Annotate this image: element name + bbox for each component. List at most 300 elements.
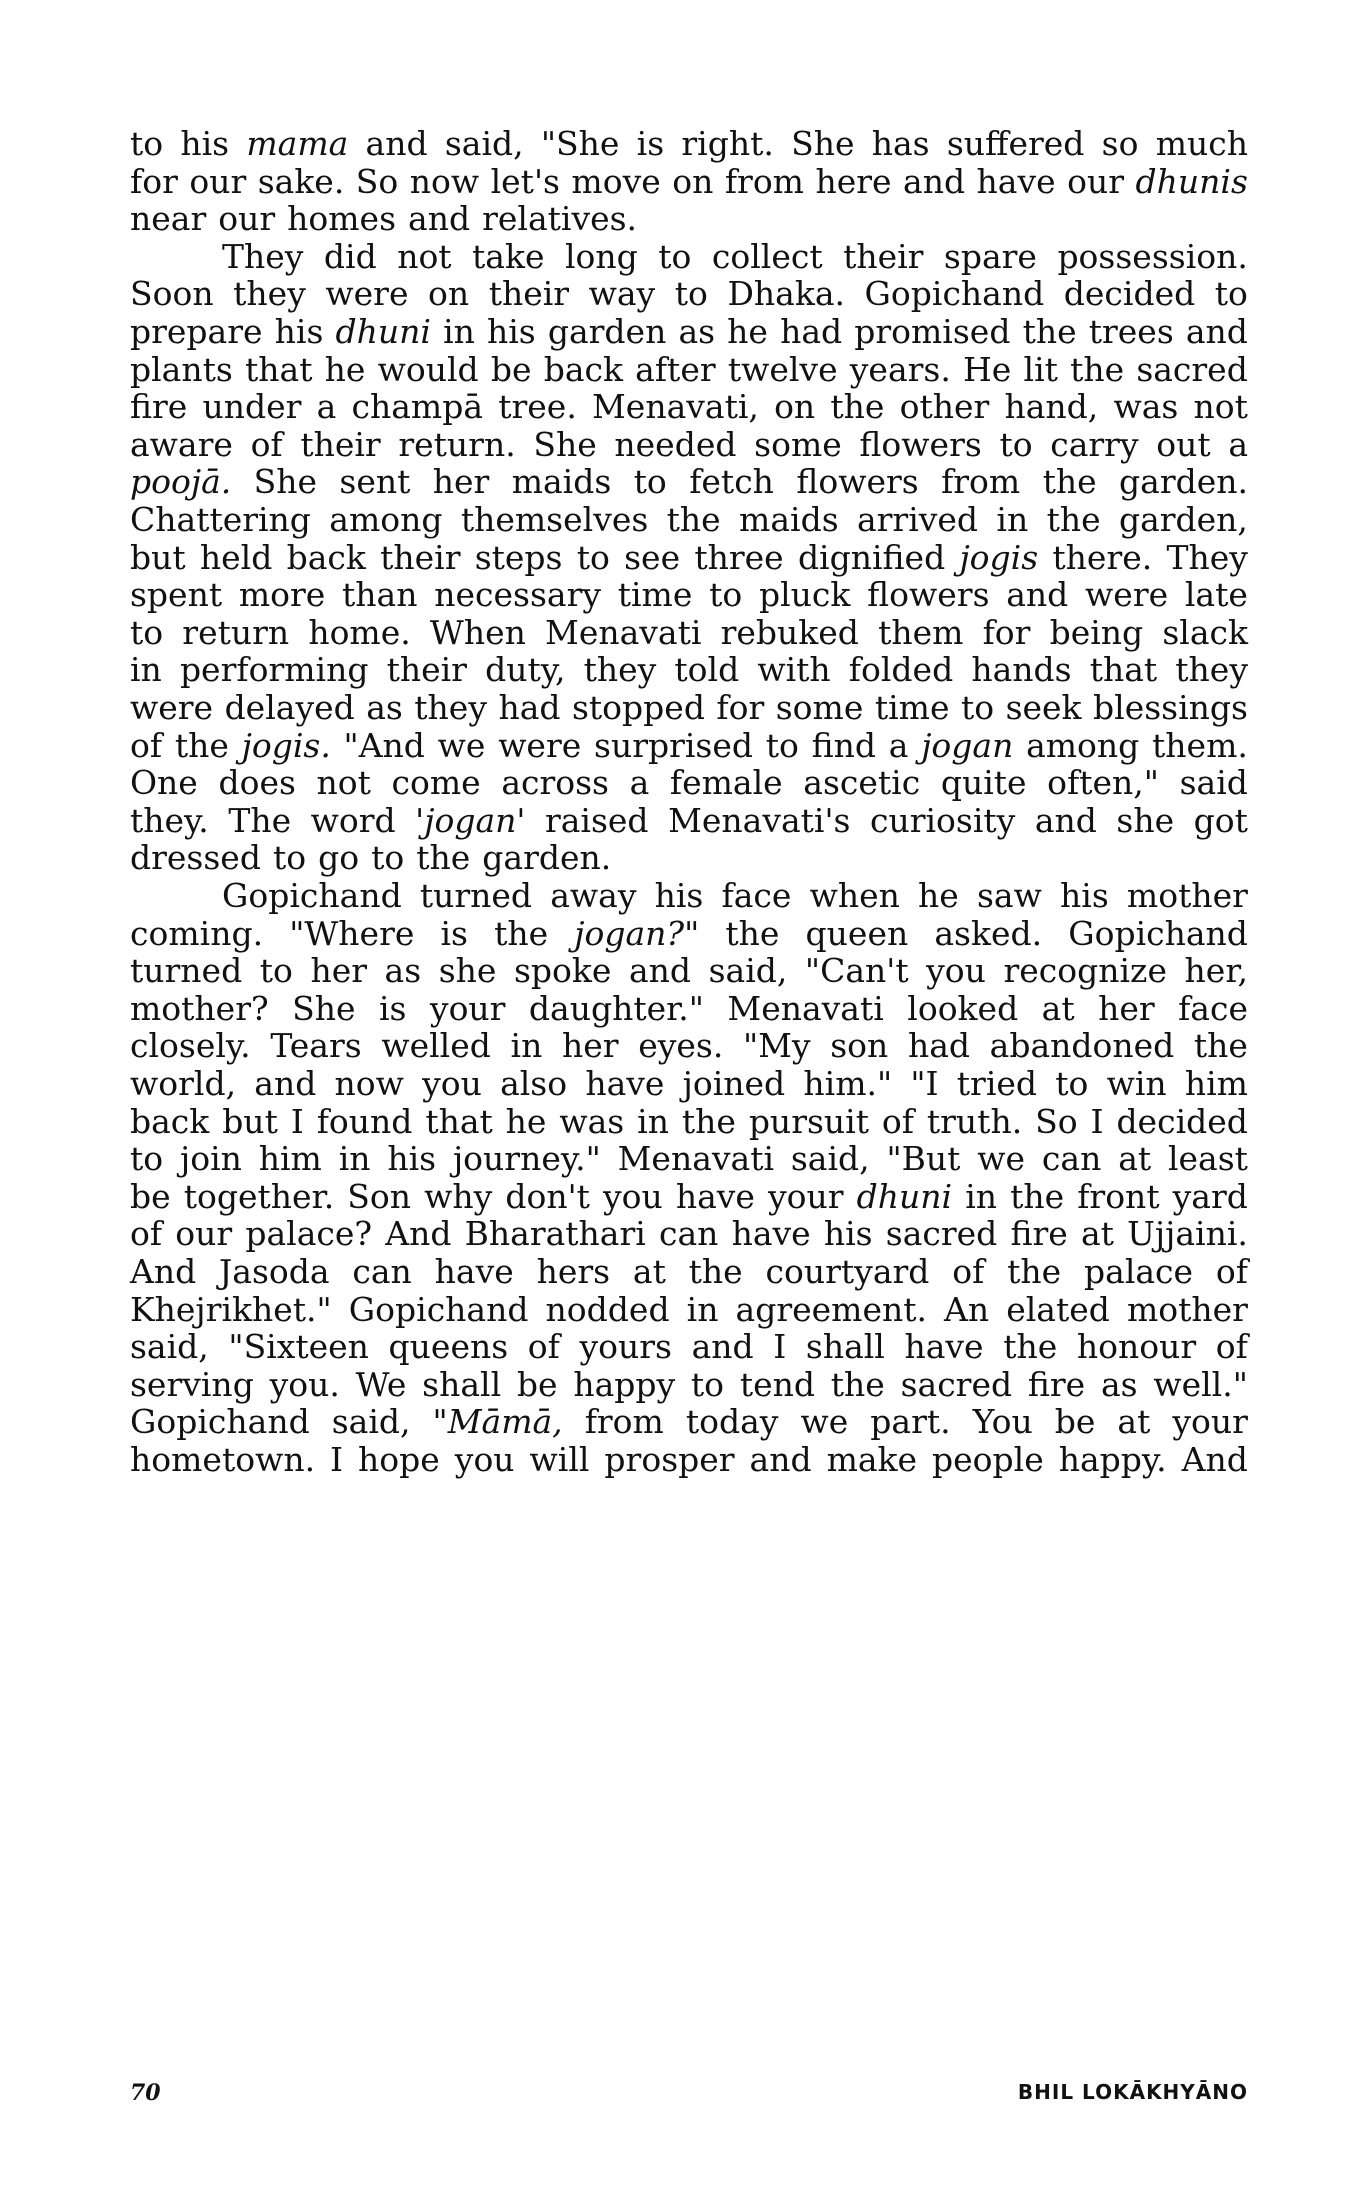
word: to (999, 424, 1033, 464)
word: as (384, 951, 422, 991)
word: here (815, 161, 892, 201)
word: front (1077, 1176, 1160, 1216)
word: the (1070, 349, 1125, 389)
word: So (355, 161, 399, 201)
word: spare (943, 236, 1037, 276)
word: were (325, 274, 409, 314)
word: she (438, 951, 497, 991)
word: world, (130, 1064, 237, 1103)
word: spent (130, 575, 223, 615)
word: slack (1162, 612, 1248, 652)
word: go (318, 838, 360, 878)
word: Menavati, (592, 387, 759, 427)
word: I (290, 1101, 304, 1141)
word: part. (870, 1402, 951, 1442)
word: got (1193, 800, 1248, 840)
word: her (1098, 988, 1155, 1028)
word: yard (1172, 1176, 1248, 1216)
word: come (391, 763, 481, 803)
word: 'jogan' (415, 800, 526, 840)
word: duty, (485, 650, 566, 690)
word: he (727, 312, 768, 351)
word: face (1178, 988, 1248, 1028)
word: and (1034, 800, 1097, 840)
word: rebuked (720, 612, 859, 652)
word: She (533, 424, 597, 464)
word: him." (803, 1064, 893, 1103)
word: your (1172, 1402, 1248, 1442)
word: join (179, 1139, 242, 1179)
word: Jasoda (219, 1252, 330, 1291)
word: and (408, 199, 471, 239)
word: being (1049, 612, 1144, 652)
word: at (1041, 988, 1075, 1028)
word: of (527, 1327, 560, 1367)
word: And (1181, 1440, 1248, 1479)
word: they. (130, 800, 209, 840)
word: to (674, 274, 708, 314)
word: hand, (1004, 387, 1099, 427)
word: his (654, 876, 704, 915)
word: return. (398, 424, 516, 464)
word: Bharathari (464, 1214, 646, 1254)
word: tried (956, 1064, 1038, 1103)
word: blessings (1093, 688, 1248, 727)
word: at (1080, 1214, 1114, 1254)
word: long (564, 236, 638, 276)
word: now (409, 161, 480, 201)
word: tree. (498, 387, 577, 427)
word: plants (130, 349, 233, 389)
word: She (253, 462, 318, 502)
word: have (434, 1252, 514, 1291)
word: after (635, 349, 716, 389)
word: away (550, 876, 637, 915)
word: and (1006, 575, 1069, 615)
page-footer (130, 2080, 1248, 2106)
word: have (904, 1327, 984, 1367)
word: can (658, 1214, 719, 1254)
word: mother (1126, 876, 1248, 915)
word: collect (711, 236, 823, 276)
word: decided (1063, 274, 1196, 314)
word: can (1041, 1139, 1102, 1179)
word: to (371, 838, 405, 878)
word: your (768, 1176, 844, 1216)
word: the (688, 1252, 743, 1291)
word: to (960, 688, 995, 727)
word: as (366, 688, 403, 727)
word: jogan?" (574, 913, 700, 953)
running-head: BHIL LOKĀKHYĀNO (1017, 2080, 1248, 2104)
word: of (130, 725, 163, 765)
word: among (1026, 725, 1140, 765)
word: agreement. (735, 1289, 927, 1329)
word: his (1060, 876, 1109, 915)
word: not (316, 763, 371, 803)
word: the (1010, 1176, 1065, 1216)
word: see (624, 537, 681, 577)
word: "Can't (804, 951, 909, 991)
word: return (182, 612, 290, 652)
word: was (1113, 387, 1179, 427)
word: tend (739, 1364, 815, 1404)
word: recognize (1003, 951, 1167, 991)
word: carry (1050, 424, 1139, 464)
word: his (274, 312, 324, 351)
word: is (636, 124, 665, 163)
word: Khejrikhet." (130, 1289, 332, 1329)
word: in (338, 1139, 371, 1179)
word: in (443, 312, 475, 351)
page-number: 70 (130, 2080, 161, 2106)
word: some (754, 424, 842, 464)
word: relatives. (482, 199, 638, 239)
word: yours (579, 1327, 672, 1367)
word: said, (708, 951, 788, 991)
word: trees (1088, 312, 1174, 351)
word: from (724, 161, 804, 201)
word: we (437, 725, 486, 765)
word: fetch (689, 462, 774, 502)
word: was (559, 1101, 625, 1141)
word: you. (269, 1364, 340, 1404)
word: female (669, 763, 783, 803)
word: sacred (900, 1364, 1013, 1404)
word: that (425, 1101, 493, 1141)
word: mother (1126, 1289, 1248, 1329)
word: for (130, 161, 178, 201)
word: happy. (1058, 1440, 1167, 1479)
word: seek (1005, 688, 1082, 727)
word: to (633, 462, 667, 502)
word: across (501, 763, 609, 803)
word: dhuni (856, 1176, 953, 1216)
word: had (780, 312, 843, 351)
word: to (765, 725, 799, 765)
word: the (494, 913, 549, 953)
word: maids (511, 462, 612, 502)
word: And (385, 1214, 452, 1254)
word: held (199, 537, 273, 577)
word: Menavati's (668, 800, 851, 840)
word: daughter." (528, 988, 704, 1028)
word: saw (977, 876, 1042, 915)
word: prepare (130, 312, 263, 351)
word: of (881, 1101, 914, 1141)
word: be (490, 349, 532, 389)
word: their (386, 650, 467, 690)
word: Menavati (617, 1139, 775, 1179)
word: the (830, 387, 885, 427)
word: sacred (1136, 349, 1248, 389)
word: you (422, 1064, 482, 1103)
word: "My (742, 1026, 811, 1066)
word: jogis. (241, 725, 331, 765)
word: journey." (452, 1139, 601, 1179)
word: let's (490, 161, 560, 201)
word: as (1100, 1364, 1138, 1404)
word: in (130, 650, 162, 690)
word: of (130, 1214, 163, 1254)
word: Soon (130, 274, 214, 314)
word: much (1155, 124, 1248, 163)
word: were (498, 725, 582, 765)
word: be (516, 1364, 558, 1404)
word: pluck (758, 575, 851, 615)
word: happy (573, 1364, 676, 1404)
word: I (773, 1327, 787, 1367)
word: than (342, 575, 418, 615)
word: we (800, 1402, 849, 1442)
word: your (429, 988, 506, 1028)
word: when (809, 876, 900, 915)
word: right. (681, 124, 774, 163)
word: stopped (571, 688, 705, 727)
word: palace? (245, 1214, 373, 1254)
word: she (1116, 800, 1175, 840)
word: on (428, 274, 470, 314)
word: of (1215, 1252, 1248, 1291)
word: flowers (867, 575, 990, 615)
word: on (672, 161, 714, 201)
word: said, (130, 1327, 209, 1367)
word: garden. (1119, 462, 1248, 502)
word: themselves (460, 500, 649, 539)
word: least (1167, 1139, 1248, 1179)
word: well." (1153, 1364, 1248, 1404)
word: lit (1023, 349, 1058, 389)
word: She (292, 988, 356, 1028)
word: and (365, 124, 428, 163)
word: to (576, 537, 610, 577)
word: also (500, 1064, 568, 1103)
word: serving (130, 1364, 254, 1404)
word: "Māmā, (432, 1402, 563, 1442)
word: his (180, 124, 230, 163)
word: jogan (921, 725, 1014, 765)
word: with (757, 650, 831, 690)
word: their (488, 274, 570, 314)
word: can (352, 1252, 412, 1291)
word: mama (246, 124, 349, 163)
word: have (675, 1176, 755, 1216)
word: "Sixteen (228, 1327, 369, 1367)
word: have (585, 1064, 665, 1103)
word: hands (971, 650, 1072, 690)
word: his (387, 1139, 437, 1179)
word: that (1089, 650, 1158, 690)
word: said, (331, 1402, 411, 1442)
word: flowers (859, 424, 982, 464)
word: not (397, 236, 452, 276)
word: of (952, 1252, 985, 1291)
word: so (1101, 124, 1139, 163)
word: a (629, 763, 650, 803)
word: back (130, 1101, 210, 1141)
word: more (238, 575, 326, 615)
word: dignified (797, 537, 946, 577)
word: some (775, 688, 864, 727)
word: garden. (482, 838, 612, 878)
word: dhuni (335, 312, 431, 351)
word: When (429, 612, 526, 652)
word: them. (1152, 725, 1248, 765)
word: way (588, 274, 656, 314)
word: our (218, 199, 276, 239)
word: suffered (946, 124, 1085, 163)
word: sacred (885, 1214, 998, 1254)
word: and (691, 1327, 754, 1367)
word: courtyard (765, 1252, 930, 1291)
word: "Where (289, 913, 415, 953)
word: jogis (959, 537, 1039, 577)
word: turned (419, 876, 533, 915)
word: and (1185, 312, 1248, 351)
word: dressed (130, 838, 261, 878)
word: their (843, 236, 924, 276)
word: spoke (513, 951, 612, 991)
word: in (996, 500, 1029, 539)
word: that (245, 349, 313, 389)
word: the (1193, 1026, 1248, 1066)
word: to (272, 838, 307, 878)
word: queens (388, 1327, 509, 1367)
word: be (1054, 1402, 1096, 1442)
word: the (1046, 500, 1101, 539)
word: Ujjaini. (1127, 1214, 1248, 1254)
word: home. (308, 612, 411, 652)
word: to (130, 1139, 164, 1179)
word: they (414, 688, 487, 727)
word: ascetic (803, 763, 921, 803)
word: She (791, 124, 855, 163)
word: often," (1047, 763, 1159, 803)
word: in (686, 1289, 719, 1329)
word: for (982, 612, 1031, 652)
word: eyes. (638, 1026, 724, 1066)
word: He (963, 349, 1012, 389)
word: told (674, 650, 740, 690)
word: I (330, 1440, 344, 1479)
word: Chattering (130, 500, 311, 539)
word: Dhaka. (727, 274, 845, 314)
word: find (811, 725, 877, 765)
word: delayed (224, 688, 355, 727)
word: as (678, 312, 716, 351)
word: other (899, 387, 990, 427)
word: quite (940, 763, 1027, 803)
word: Son (347, 1176, 412, 1216)
word: "And (343, 725, 425, 765)
word: An (944, 1289, 990, 1329)
word: nodded (545, 1289, 670, 1329)
word: One (130, 763, 198, 803)
word: time (617, 575, 693, 615)
word: queen (805, 913, 909, 953)
word: has (871, 124, 930, 163)
word: but (130, 537, 186, 577)
word: had (498, 688, 561, 727)
word: looked (907, 988, 1019, 1028)
word: you (926, 951, 986, 991)
word: among (329, 500, 443, 539)
word: the (1007, 1252, 1062, 1291)
word: said, (444, 124, 524, 163)
word: welled (381, 1026, 491, 1066)
word: "She (540, 124, 620, 163)
word: possession. (1057, 236, 1248, 276)
word: palace (1084, 1252, 1194, 1291)
word: back (543, 349, 623, 389)
word: of (250, 424, 283, 464)
word: "But (886, 1139, 961, 1179)
word: and (254, 1064, 317, 1103)
word: would (377, 349, 479, 389)
word: a (888, 725, 909, 765)
word: I (1090, 1101, 1104, 1141)
word: pursuit (748, 1101, 869, 1141)
word: out (1156, 424, 1211, 464)
word: They (1166, 537, 1248, 577)
word: make (826, 1440, 918, 1479)
word: and (628, 951, 692, 991)
word: word (310, 800, 396, 840)
word: needed (614, 424, 737, 464)
word: he (918, 876, 959, 915)
word: their (300, 424, 381, 464)
word: sent (339, 462, 411, 502)
word: people (932, 1440, 1044, 1479)
word: the (725, 913, 780, 953)
word: to (690, 1364, 725, 1404)
word: our (1067, 161, 1125, 201)
word: hers (536, 1252, 611, 1291)
word: at (632, 1252, 666, 1291)
word: they (583, 650, 657, 690)
word: the (830, 1364, 885, 1404)
word: to (658, 236, 692, 276)
word: to (130, 612, 164, 652)
word: late (1184, 575, 1248, 615)
word: Gopichand (222, 876, 402, 915)
word: our (189, 161, 247, 201)
book-page (130, 0, 1248, 2212)
word: our (175, 1214, 233, 1254)
word: at (1118, 1139, 1152, 1179)
word: said (1179, 763, 1248, 803)
word: Menavati (545, 612, 702, 652)
word: dhunis (1135, 161, 1248, 201)
word: mother? (130, 988, 269, 1028)
word: the (416, 838, 471, 878)
word: to (1055, 1064, 1089, 1103)
word: have (731, 1214, 811, 1254)
word: his (823, 1214, 873, 1254)
word: near (130, 199, 207, 239)
word: We (355, 1364, 407, 1404)
word: fire (130, 387, 188, 427)
word: today (685, 1402, 779, 1442)
word: asked. (934, 913, 1043, 953)
word: were (1085, 575, 1169, 615)
word: closely. (130, 1026, 251, 1066)
word: her (432, 462, 490, 502)
word: why (424, 1176, 493, 1216)
word: and (903, 161, 966, 201)
word: have (976, 161, 1056, 201)
word: poojā. (130, 462, 232, 502)
